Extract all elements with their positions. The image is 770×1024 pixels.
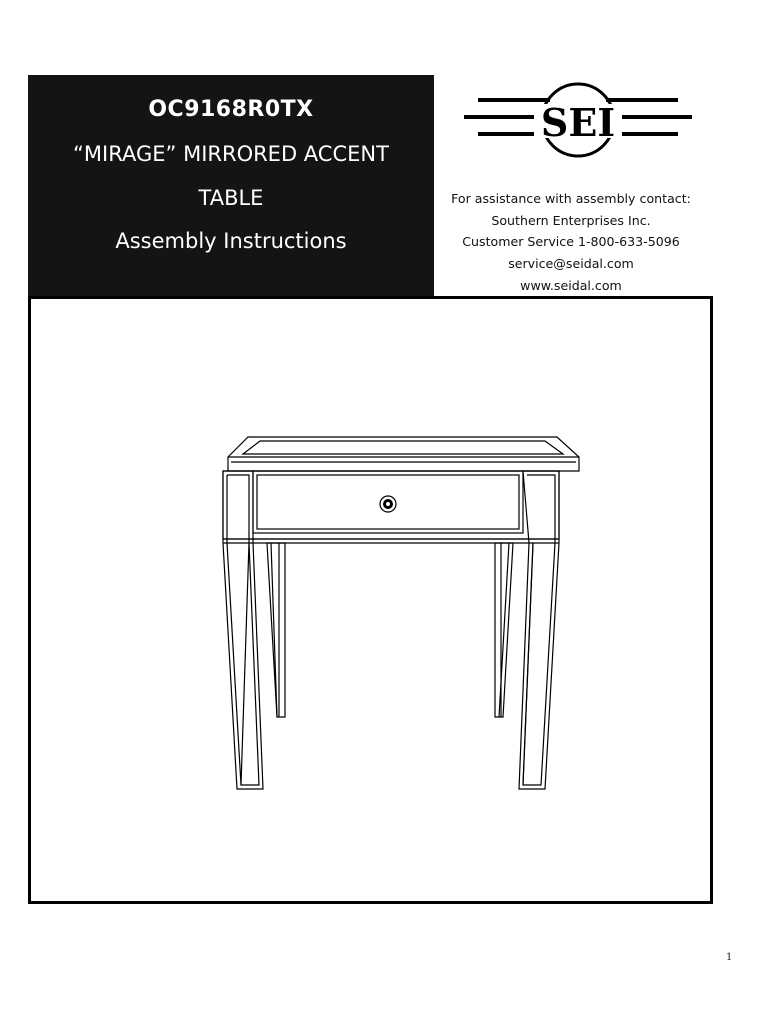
mirrored-accent-table-illustration bbox=[31, 299, 710, 901]
contact-intro: For assistance with assembly contact: bbox=[451, 191, 691, 206]
customer-service-phone: Customer Service 1-800-633-5096 bbox=[462, 234, 680, 250]
title-block bbox=[28, 75, 434, 297]
sei-logo bbox=[460, 82, 696, 174]
logo-text: SEI bbox=[540, 100, 616, 145]
contact-info bbox=[436, 188, 706, 296]
contact-website: www.seidal.com bbox=[520, 277, 622, 293]
page-number: 1 bbox=[726, 952, 733, 963]
illustration-frame bbox=[28, 296, 713, 904]
product-title-line-2: TABLE bbox=[198, 186, 264, 210]
company-name: Southern Enterprises Inc. bbox=[491, 212, 651, 228]
product-title-line-1: “MIRAGE” MIRRORED ACCENT bbox=[73, 142, 389, 166]
contact-email: service@seidal.com bbox=[508, 256, 634, 272]
document-subtitle: Assembly Instructions bbox=[115, 229, 347, 253]
model-number: OC9168R0TX bbox=[148, 97, 314, 122]
